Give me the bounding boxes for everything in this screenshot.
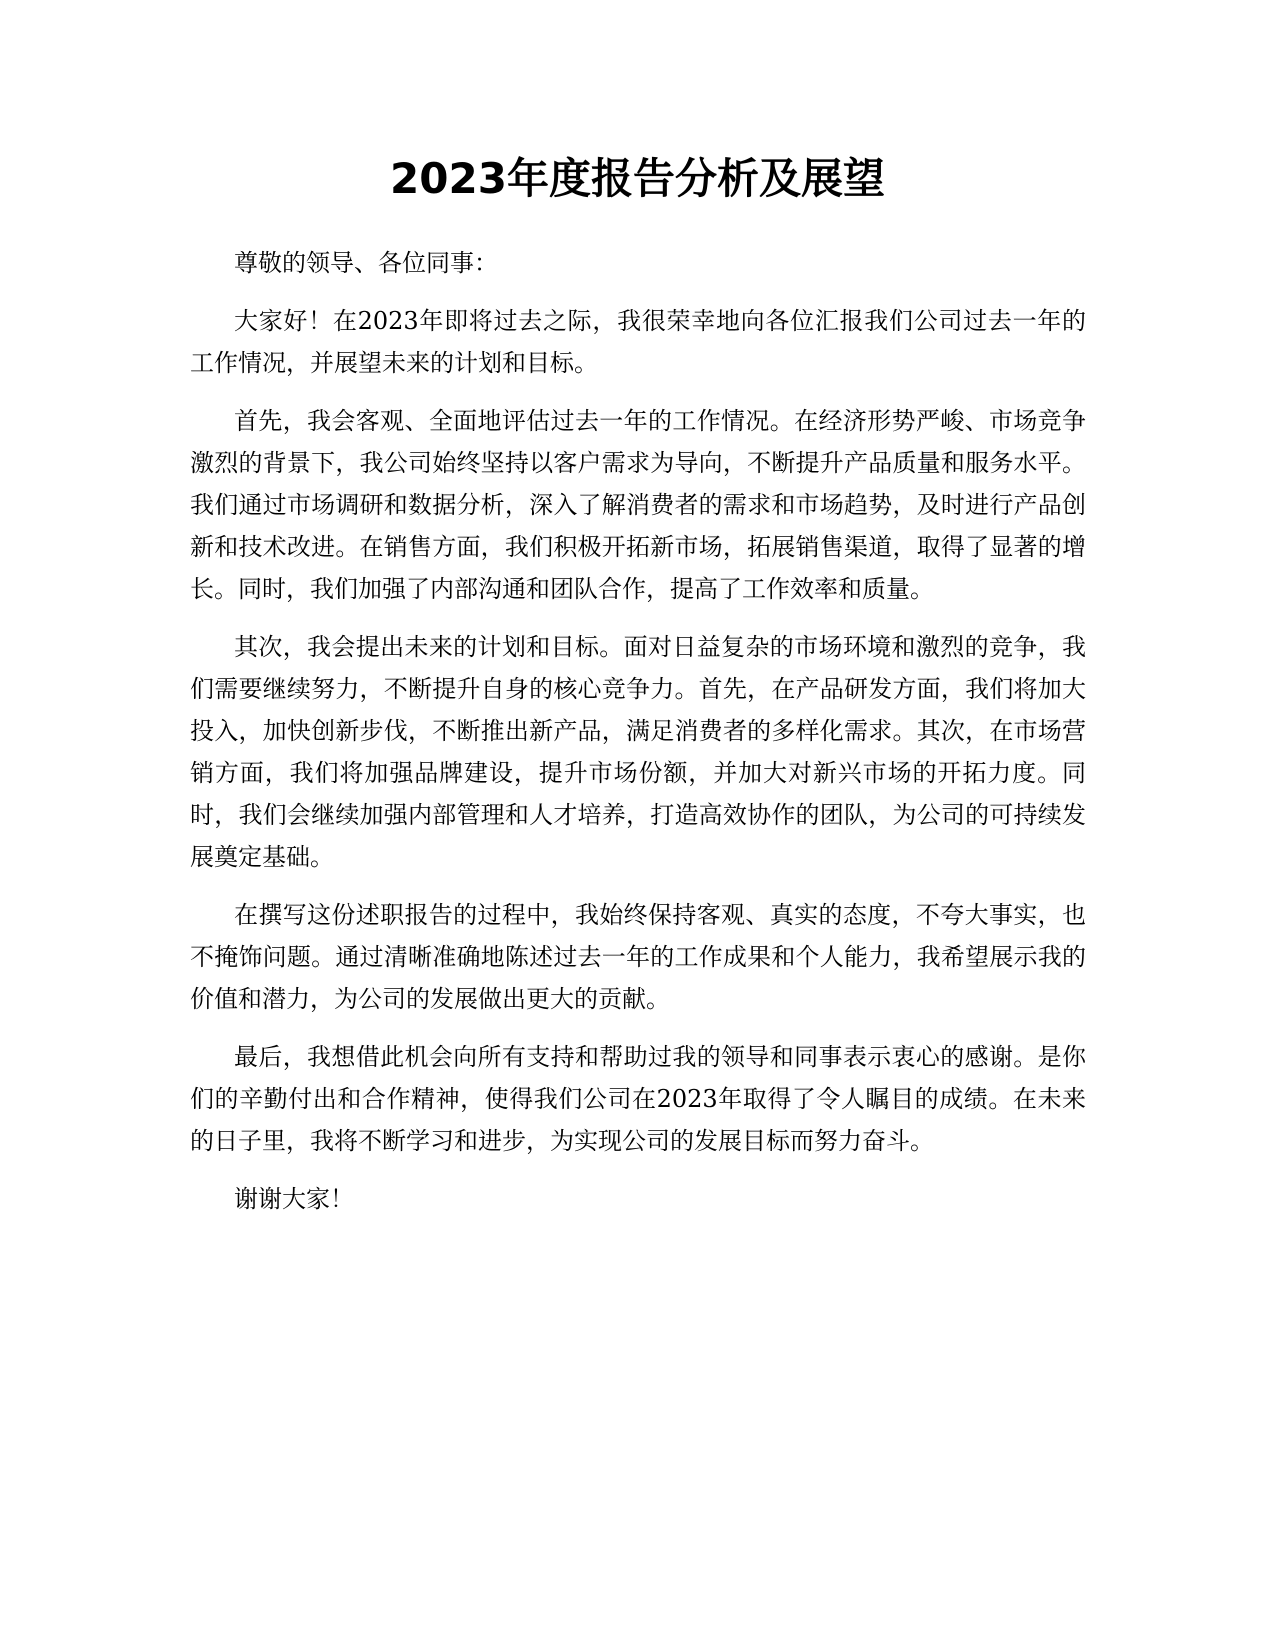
greeting-paragraph: 大家好！在2023年即将过去之际，我很荣幸地向各位汇报我们公司过去一年的工作情况，并展望未来的计划和目标。 [190,307,1086,377]
document-body [190,242,1086,1236]
closing-paragraph: 谢谢大家！ [234,1185,354,1213]
attitude-paragraph: 在撰写这份述职报告的过程中，我始终保持客观、真实的态度，不夸大事实，也不掩饰问题。通过清晰准确地陈述过去一年的工作成果和个人能力，我希望展示我的价值和潜力，为公司的发展做出更大的贡献。 [190,901,1086,1013]
plan-paragraph: 其次，我会提出未来的计划和目标。面对日益复杂的市场环境和激烈的竞争，我们需要继续努力，不断提升自身的核心竞争力。首先，在产品研发方面，我们将加大投入，加快创新步伐，不断推出新产品，满足消费者的多样化需求。其次，在市场营销方面，我们将加强品牌建设，提升市场份额，并加大对新兴市场的开拓力度。同时，我们会继续加强内部管理和人才培养，打造高效协作的团队，为公司的可持续发展奠定基础。 [190,633,1086,871]
review-paragraph: 首先，我会客观、全面地评估过去一年的工作情况。在经济形势严峻、市场竞争激烈的背景下，我公司始终坚持以客户需求为导向，不断提升产品质量和服务水平。我们通过市场调研和数据分析，深入了解消费者的需求和市场趋势，及时进行产品创新和技术改进。在销售方面，我们积极开拓新市场，拓展销售渠道，取得了显著的增长。同时，我们加强了内部沟通和团队合作，提高了工作效率和质量。 [190,407,1086,603]
document-title: 2023年度报告分析及展望 [390,154,885,203]
thanks-paragraph: 最后，我想借此机会向所有支持和帮助过我的领导和同事表示衷心的感谢。是你们的辛勤付出和合作精神，使得我们公司在2023年取得了令人瞩目的成绩。在未来的日子里，我将不断学习和进步，为实现公司的发展目标而努力奋斗。 [190,1043,1086,1155]
salutation-paragraph: 尊敬的领导、各位同事： [234,249,498,277]
